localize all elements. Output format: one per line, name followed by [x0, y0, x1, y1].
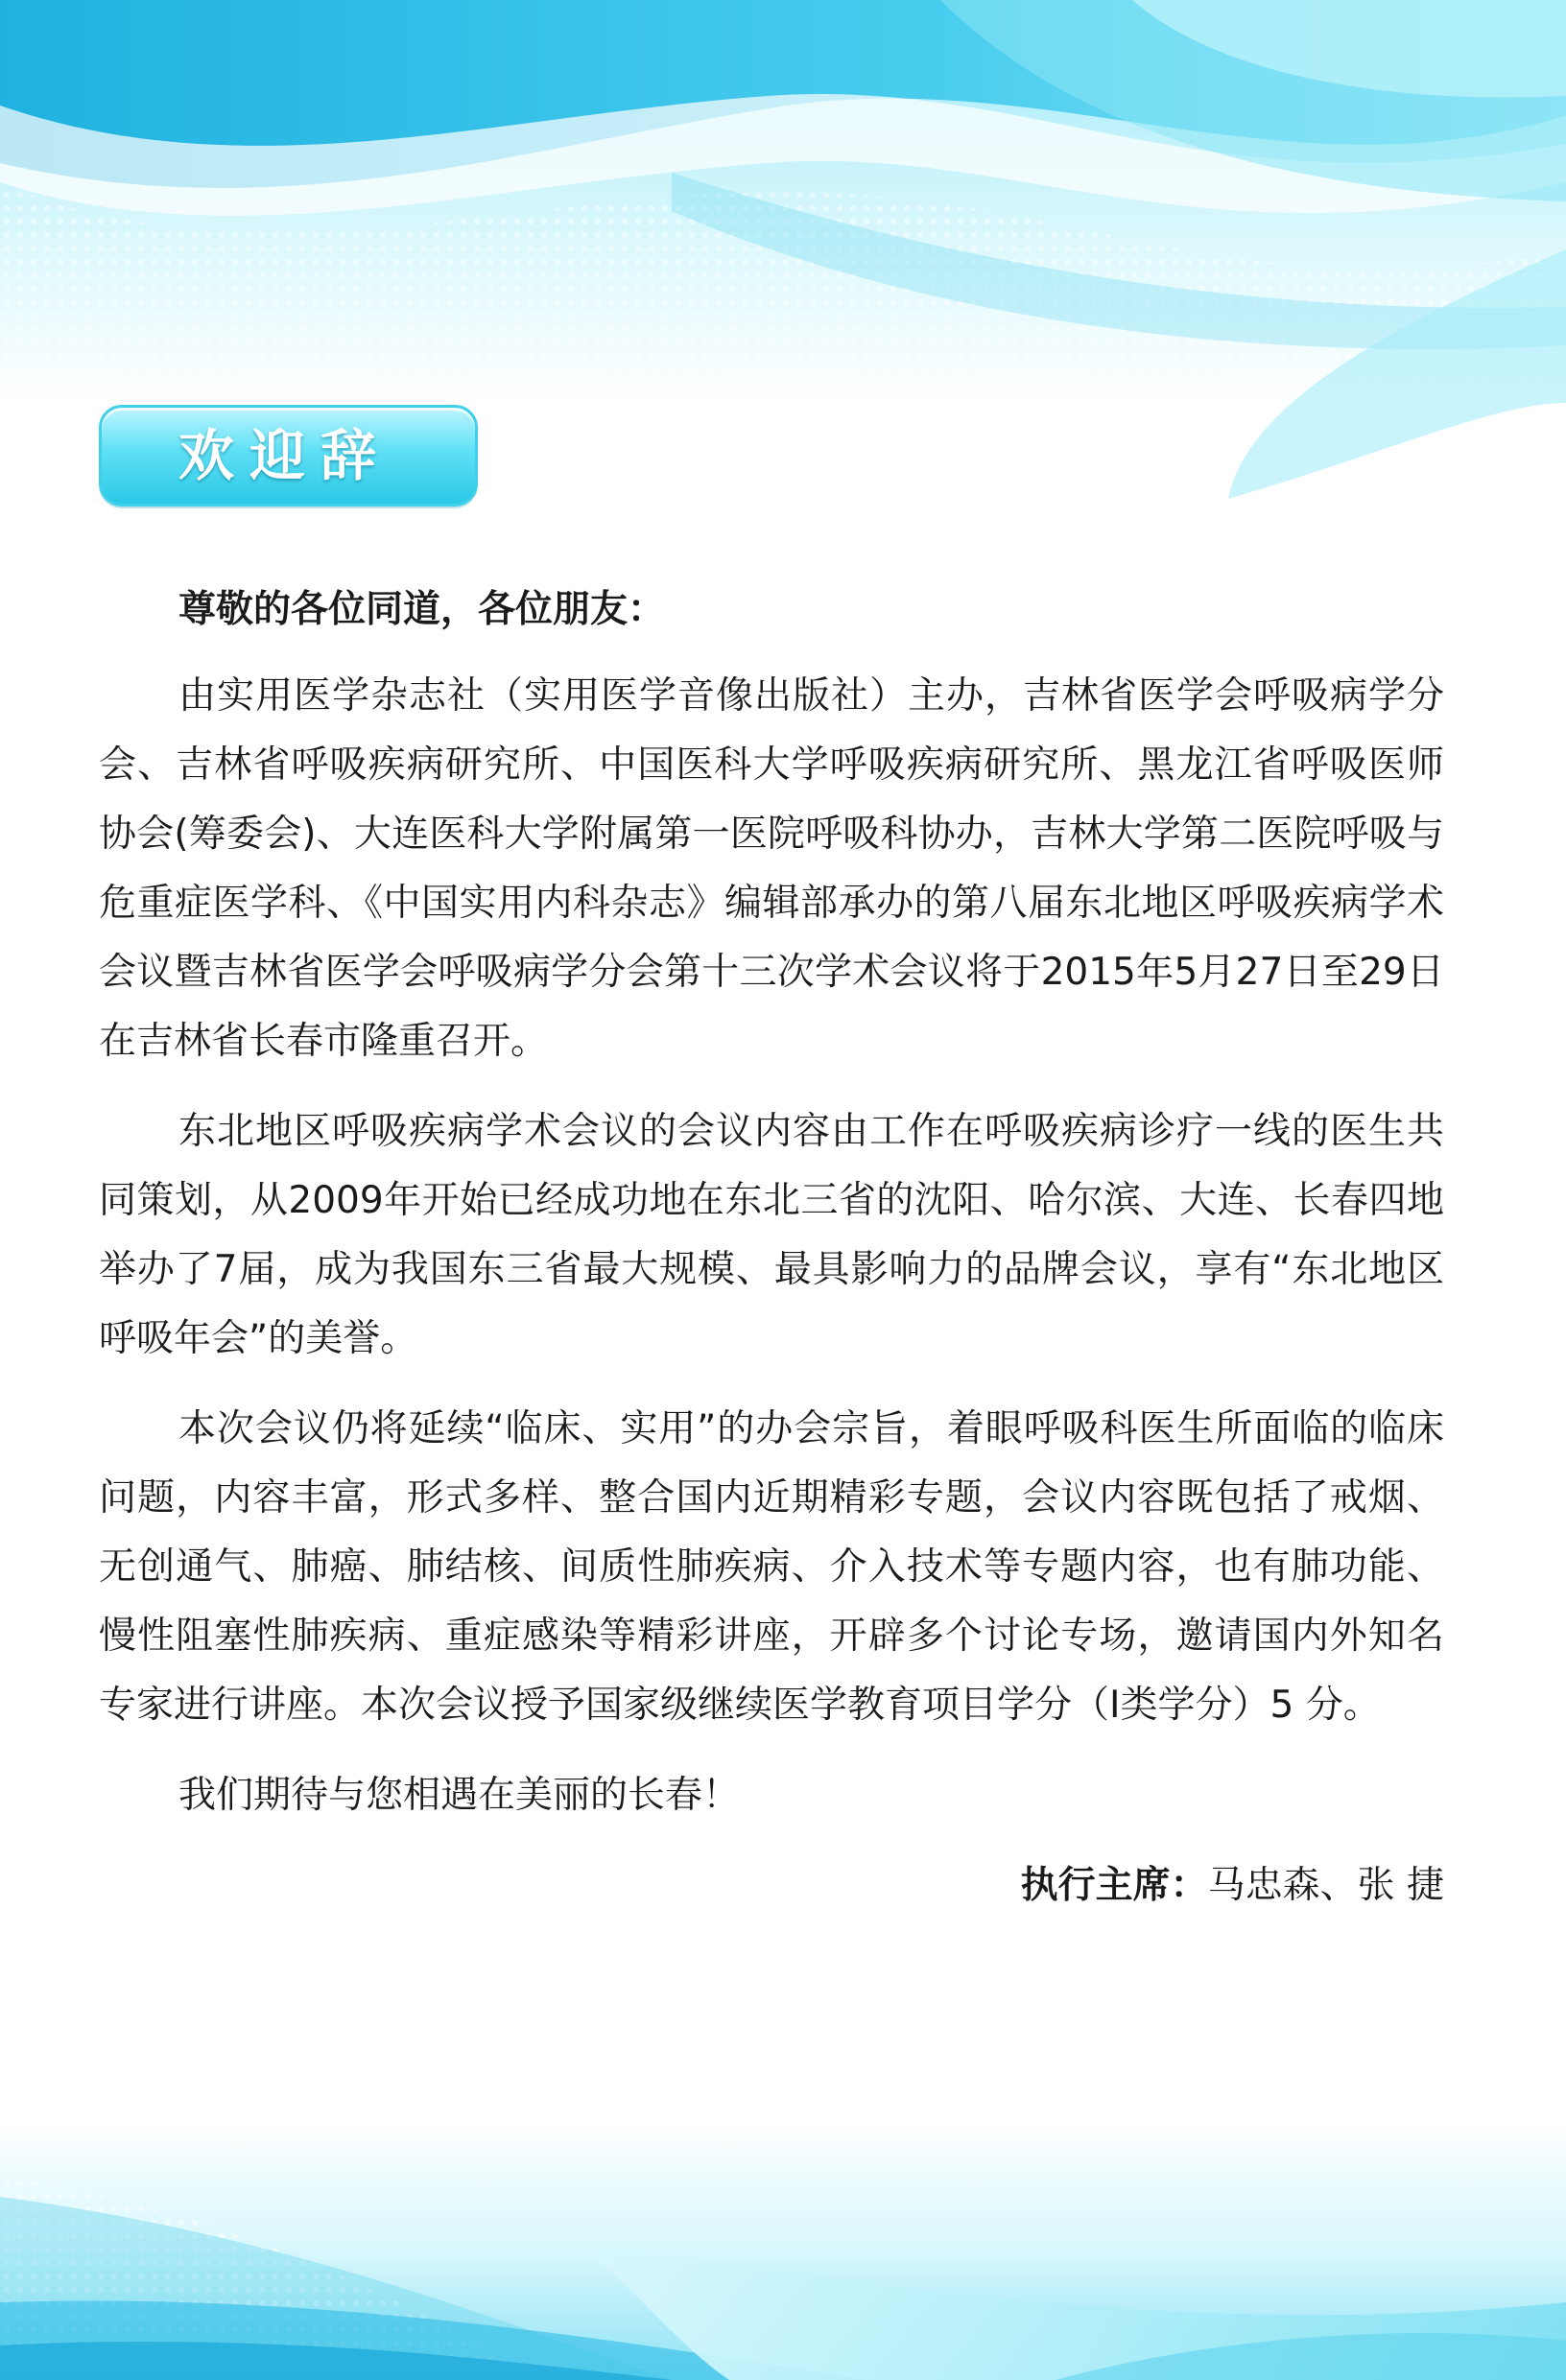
paragraph-1: 由实用医学杂志社（实用医学音像出版社）主办，吉林省医学会呼吸病学分会、吉林省呼吸疾病研究所、中国医科大学呼吸疾病研究所、黑龙江省呼吸医师协会(筹委会)、大连医科大学附属第一医院呼吸科协办，吉林大学第二医院呼吸与危重症医学科、《中国实用内科杂志》编辑部承办的第八届东北地区呼吸疾病学术会议暨吉林省医学会呼吸病学分会第十三次学术会议将于2015年5月27日至29日在吉林省长春市隆重召开。	[99, 674, 1444, 1063]
paragraph-2: 东北地区呼吸疾病学术会议的会议内容由工作在呼吸疾病诊疗一线的医生共同策划，从2009年开始已经成功地在东北三省的沈阳、哈尔滨、大连、长春四地举办了7届，成为我国东三省最大规模、最具影响力的品牌会议，享有“东北地区呼吸年会”的美誉。	[99, 1110, 1444, 1360]
signature-role: 执行主席：	[1020, 1864, 1208, 1907]
salutation: 尊敬的各位同道，各位朋友：	[178, 588, 666, 631]
letter-content	[99, 576, 1444, 1920]
paragraph-3: 本次会议仍将延续“临床、实用”的办会宗旨，着眼呼吸科医生所面临的临床问题，内容丰富，形式多样、整合国内近期精彩专题，会议内容既包括了戒烟、无创通气、肺癌、肺结核、间质性肺疾病、介入技术等专题内容，也有肺功能、慢性阻塞性肺疾病、重症感染等精彩讲座，开辟多个讨论专场，邀请国内外知名专家进行讲座。本次会议授予国家级继续医学教育项目学分（I类学分）5 分。	[99, 1407, 1444, 1727]
paragraph-4: 我们期待与您相遇在美丽的长春！	[178, 1774, 741, 1817]
title-badge	[99, 405, 478, 507]
signature	[99, 1851, 1444, 1920]
signature-names: 马忠森、张 捷	[1207, 1864, 1444, 1907]
page-title: 欢迎辞	[178, 423, 392, 488]
